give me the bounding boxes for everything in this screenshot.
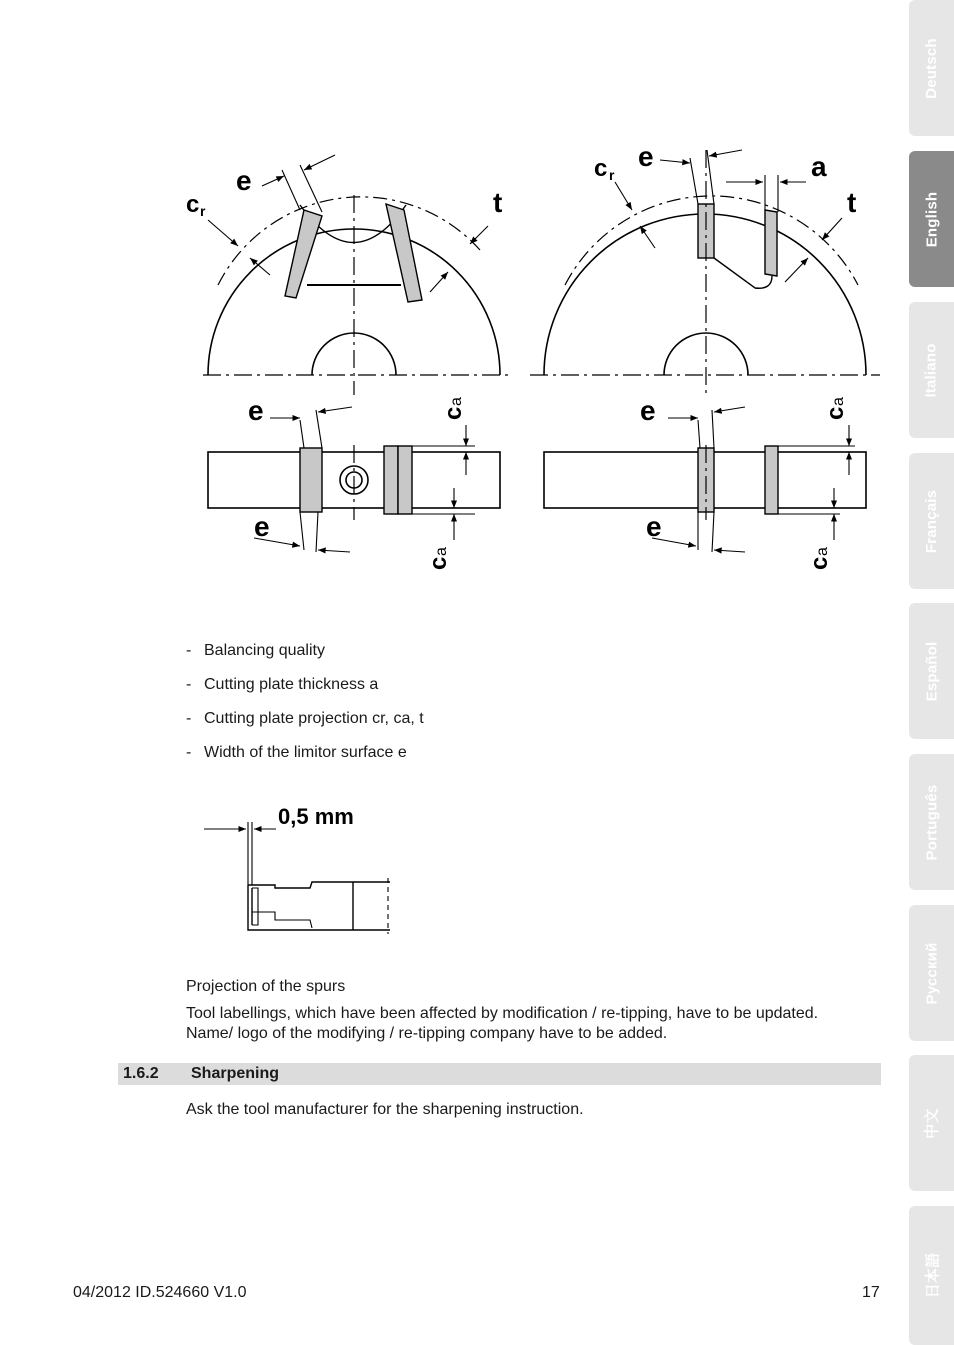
note-line-2: Name/ logo of the modifying / re-tipping company have to be added.	[186, 1025, 668, 1042]
right-plate-2	[765, 210, 777, 276]
tab-deutsch[interactable]	[909, 0, 954, 136]
list-item: - Cutting plate thickness a	[186, 676, 379, 693]
label-ca-left-top-sub: a	[448, 397, 465, 406]
section-heading	[118, 1063, 881, 1085]
label-e-right-mid: e	[640, 395, 656, 426]
label-a-right: a	[811, 151, 827, 182]
note-line-1: Tool labellings, which have been affected by modification / re-tipping, have to be updated.	[186, 1005, 819, 1022]
tab-espanol[interactable]	[909, 603, 954, 739]
footer-doc-id: 04/2012 ID.524660 V1.0	[73, 1284, 247, 1301]
spur-projection-drawing	[195, 795, 400, 940]
label-ca-right-top: c	[822, 406, 849, 420]
tab-chinese[interactable]	[909, 1055, 954, 1191]
tab-label: Русский	[923, 941, 941, 1005]
spur-dimension-label: 0,5 mm	[278, 804, 354, 829]
section-title: Sharpening	[191, 1065, 280, 1082]
left-cutter-envelope	[218, 197, 480, 285]
tab-label: Italiano	[923, 342, 941, 398]
label-ca-left-bottom: c	[425, 556, 452, 570]
tab-label: English	[923, 191, 941, 247]
list-item-text: Width of the limitor surface e	[204, 744, 407, 761]
tab-label: Português	[923, 784, 941, 860]
label-cr-right: c	[594, 155, 608, 182]
tab-label: Français	[923, 489, 940, 553]
label-cr-left: c	[186, 191, 200, 218]
label-t-right: t	[847, 187, 857, 218]
tab-japanese[interactable]	[909, 1206, 954, 1345]
tab-label: 中文	[924, 1107, 941, 1139]
label-ca-right-bottom: c	[806, 556, 833, 570]
spur-caption: Projection of the spurs	[186, 978, 346, 995]
tab-italiano[interactable]	[909, 302, 954, 438]
label-ca-right-bottom-sub: a	[814, 547, 831, 556]
label-cr-left-sub: r	[200, 203, 206, 219]
cutter-dimension-drawing	[180, 140, 890, 580]
list-item-text: Cutting plate projection cr, ca, t	[204, 710, 424, 727]
label-e-right-top: e	[638, 141, 654, 172]
label-cr-right-sub: r	[609, 167, 615, 183]
tab-francais[interactable]	[909, 453, 954, 589]
left-plate-2	[386, 204, 422, 302]
tab-russian[interactable]	[909, 905, 954, 1041]
label-e-left-top: e	[236, 165, 252, 196]
label-ca-right-top-sub: a	[830, 397, 847, 406]
list-item: - Cutting plate projection cr, ca, t	[186, 710, 424, 727]
label-ca-left-bottom-sub: a	[433, 547, 450, 556]
label-e-left-bottom: e	[254, 511, 270, 542]
label-e-left-mid: e	[248, 395, 264, 426]
tab-label: Español	[923, 641, 940, 701]
list-item: - Width of the limitor surface e	[186, 744, 407, 761]
list-item: - Balancing quality	[186, 642, 325, 659]
tab-portugues[interactable]	[909, 754, 954, 890]
label-t-left: t	[493, 187, 503, 218]
language-tab-bar	[909, 0, 954, 1345]
label-e-right-bottom: e	[646, 511, 662, 542]
section-number: 1.6.2	[123, 1065, 159, 1082]
list-item-text: Cutting plate thickness a	[204, 676, 379, 693]
tab-label: 日本語	[924, 1252, 942, 1299]
tab-english[interactable]	[909, 151, 954, 287]
section-body-text: Ask the tool manufacturer for the sharpening instruction.	[186, 1101, 584, 1118]
footer-page-number: 17	[862, 1284, 880, 1301]
list-item-text: Balancing quality	[204, 642, 325, 659]
label-ca-left-top: c	[440, 406, 467, 420]
check-list	[186, 640, 424, 776]
tab-label: Deutsch	[923, 37, 940, 99]
